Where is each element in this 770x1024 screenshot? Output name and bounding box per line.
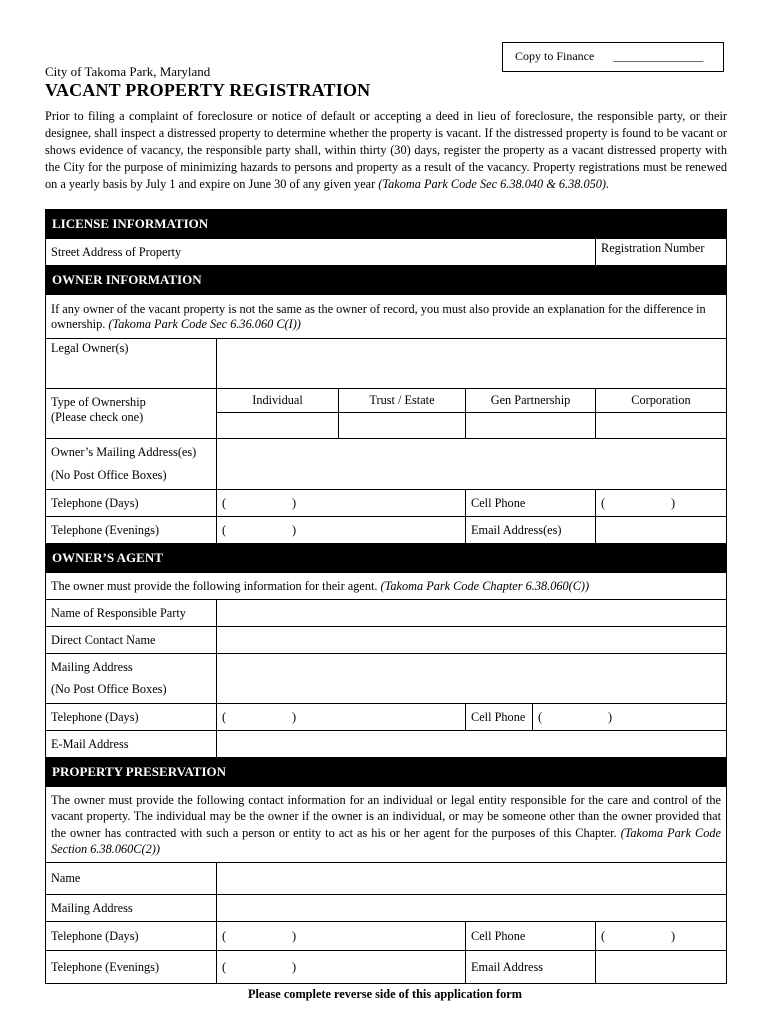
- intro-citation: (Takoma Park Code Sec 6.38.040 & 6.38.050).: [378, 177, 610, 191]
- paren-close: ): [608, 709, 613, 724]
- agent-mailing-label-2: (No Post Office Boxes): [51, 682, 167, 696]
- paren-open: (: [601, 495, 606, 510]
- form-title: VACANT PROPERTY REGISTRATION: [45, 80, 371, 100]
- agent-mailing-label: [46, 654, 217, 704]
- preservation-cell-label: Cell Phone: [466, 922, 596, 951]
- paren-close: ): [671, 928, 676, 943]
- ownership-type-partnership: Gen Partnership: [466, 389, 596, 413]
- agent-responsible-label: Name of Responsible Party: [46, 600, 217, 627]
- paren-close: ): [292, 959, 297, 974]
- agent-note-text: The owner must provide the following information for their agent.: [51, 578, 381, 593]
- street-address-field[interactable]: [46, 239, 596, 266]
- agent-cell-field[interactable]: [533, 704, 727, 731]
- registration-form: [45, 209, 727, 984]
- intro-text: Prior to filing a complaint of foreclosure or notice of default or accepting a deed in lieu of foreclosure, the responsible party, or their designee, shall inspect a distressed property to determine whether the property is vacant. If the distressed property is found to be vacant or shows evidence of vacancy, the responsible party shall, within thirty (30) days, register the property as a vacant distressed property with the City for the purpose of minimizing hazards to persons and property as a result of the vacancy. Property registrations must be renewed on a yearly basis by July 1 and expire on June 30 of any given year: [45, 109, 727, 191]
- ownership-type-label: [46, 389, 217, 439]
- paren-close: ): [292, 928, 297, 943]
- paren-open: (: [538, 709, 543, 724]
- paren-open: (: [222, 522, 227, 537]
- agent-note: [46, 573, 727, 600]
- ownership-type-individual: Individual: [217, 389, 339, 413]
- owner-tel-eve-field[interactable]: [217, 517, 466, 544]
- trust-checkbox-cell[interactable]: [339, 413, 466, 439]
- intro-paragraph: [45, 108, 727, 193]
- street-address-label: Street Address of Property: [51, 244, 182, 259]
- preservation-tel-days-field[interactable]: [217, 922, 466, 951]
- preservation-tel-eve-label: Telephone (Evenings): [46, 951, 217, 984]
- agent-email-label: E-Mail Address: [46, 731, 217, 758]
- ownership-type-label-1: Type of Ownership: [51, 395, 146, 409]
- agent-mailing-field[interactable]: [217, 654, 727, 704]
- owner-heading: OWNER INFORMATION: [46, 266, 727, 295]
- agent-contact-label: Direct Contact Name: [46, 627, 217, 654]
- paren-close: ): [292, 522, 297, 537]
- legal-owner-field[interactable]: [217, 339, 727, 389]
- owner-note: [46, 295, 727, 339]
- preservation-name-field[interactable]: [217, 863, 727, 895]
- ownership-type-label-2: (Please check one): [51, 410, 144, 424]
- copy-to-finance-box: [502, 42, 724, 72]
- agent-tel-days-field[interactable]: [217, 704, 466, 731]
- owner-email-label: Email Address(es): [466, 517, 596, 544]
- paren-close: ): [292, 495, 297, 510]
- agent-tel-days-label: Telephone (Days): [46, 704, 217, 731]
- preservation-tel-eve-field[interactable]: [217, 951, 466, 984]
- preservation-mailing-label: Mailing Address: [46, 895, 217, 922]
- owner-tel-days-field[interactable]: [217, 490, 466, 517]
- preservation-tel-days-label: Telephone (Days): [46, 922, 217, 951]
- individual-checkbox-cell[interactable]: [217, 413, 339, 439]
- ownership-type-corporation: Corporation: [596, 389, 727, 413]
- license-heading: LICENSE INFORMATION: [46, 210, 727, 239]
- owner-note-citation: (Takoma Park Code Sec 6.36.060 C(I)): [108, 316, 301, 331]
- preservation-email-field[interactable]: [596, 951, 727, 984]
- preservation-email-label: Email Address: [466, 951, 596, 984]
- copy-to-finance-label: Copy to Finance: [515, 49, 595, 63]
- owner-mailing-label-2: (No Post Office Boxes): [51, 468, 167, 482]
- partnership-checkbox-cell[interactable]: [466, 413, 596, 439]
- paren-open: (: [222, 959, 227, 974]
- registration-number-label: Registration Number: [601, 241, 705, 255]
- paren-open: (: [222, 709, 227, 724]
- preservation-mailing-field[interactable]: [217, 895, 727, 922]
- paren-close: ): [671, 495, 676, 510]
- owner-cell-field[interactable]: [596, 490, 727, 517]
- agent-note-citation: (Takoma Park Code Chapter 6.38.060(C)): [380, 578, 590, 593]
- copy-to-finance-line: _______________: [613, 49, 704, 63]
- agent-responsible-field[interactable]: [217, 600, 727, 627]
- ownership-type-trust: Trust / Estate: [339, 389, 466, 413]
- owner-tel-eve-label: Telephone (Evenings): [46, 517, 217, 544]
- agent-cell-label: Cell Phone: [466, 704, 533, 731]
- owner-mailing-label: [46, 439, 217, 490]
- preservation-note-citation: (Takoma Park Code Section 6.38.060C(2)): [51, 825, 721, 856]
- agent-contact-field[interactable]: [217, 627, 727, 654]
- preservation-heading: PROPERTY PRESERVATION: [46, 758, 727, 787]
- owner-tel-days-label: Telephone (Days): [46, 490, 217, 517]
- agent-email-field[interactable]: [217, 731, 727, 758]
- owner-mailing-label-1: Owner’s Mailing Address(es): [51, 445, 197, 459]
- preservation-note-text: The owner must provide the following contact information for an individual or legal entity responsible for the care and control of the vacant property. The individual may be the owner if the owner is an individual, or may be someone other than the owner provided that the owner has contracted with such a person or entity to act as his or her agent for the purposes of this Chapter.: [51, 792, 722, 840]
- paren-close: ): [292, 709, 297, 724]
- preservation-note: [46, 787, 727, 863]
- owner-cell-label: Cell Phone: [466, 490, 596, 517]
- owner-mailing-field[interactable]: [217, 439, 727, 490]
- footer-note: Please complete reverse side of this application form: [247, 987, 522, 1001]
- paren-open: (: [222, 928, 227, 943]
- agent-mailing-label-1: Mailing Address: [51, 660, 133, 674]
- paren-open: (: [222, 495, 227, 510]
- registration-number-field[interactable]: [596, 239, 727, 266]
- preservation-cell-field[interactable]: [596, 922, 727, 951]
- city-name: City of Takoma Park, Maryland: [45, 64, 211, 79]
- owner-email-field[interactable]: [596, 517, 727, 544]
- legal-owner-label: Legal Owner(s): [46, 339, 217, 389]
- agent-heading: OWNER’S AGENT: [46, 544, 727, 573]
- paren-open: (: [601, 928, 606, 943]
- preservation-name-label: Name: [46, 863, 217, 895]
- owner-note-text: If any owner of the vacant property is not the same as the owner of record, you must also provide an explanation for the difference in ownership.: [51, 301, 706, 331]
- corporation-checkbox-cell[interactable]: [596, 413, 727, 439]
